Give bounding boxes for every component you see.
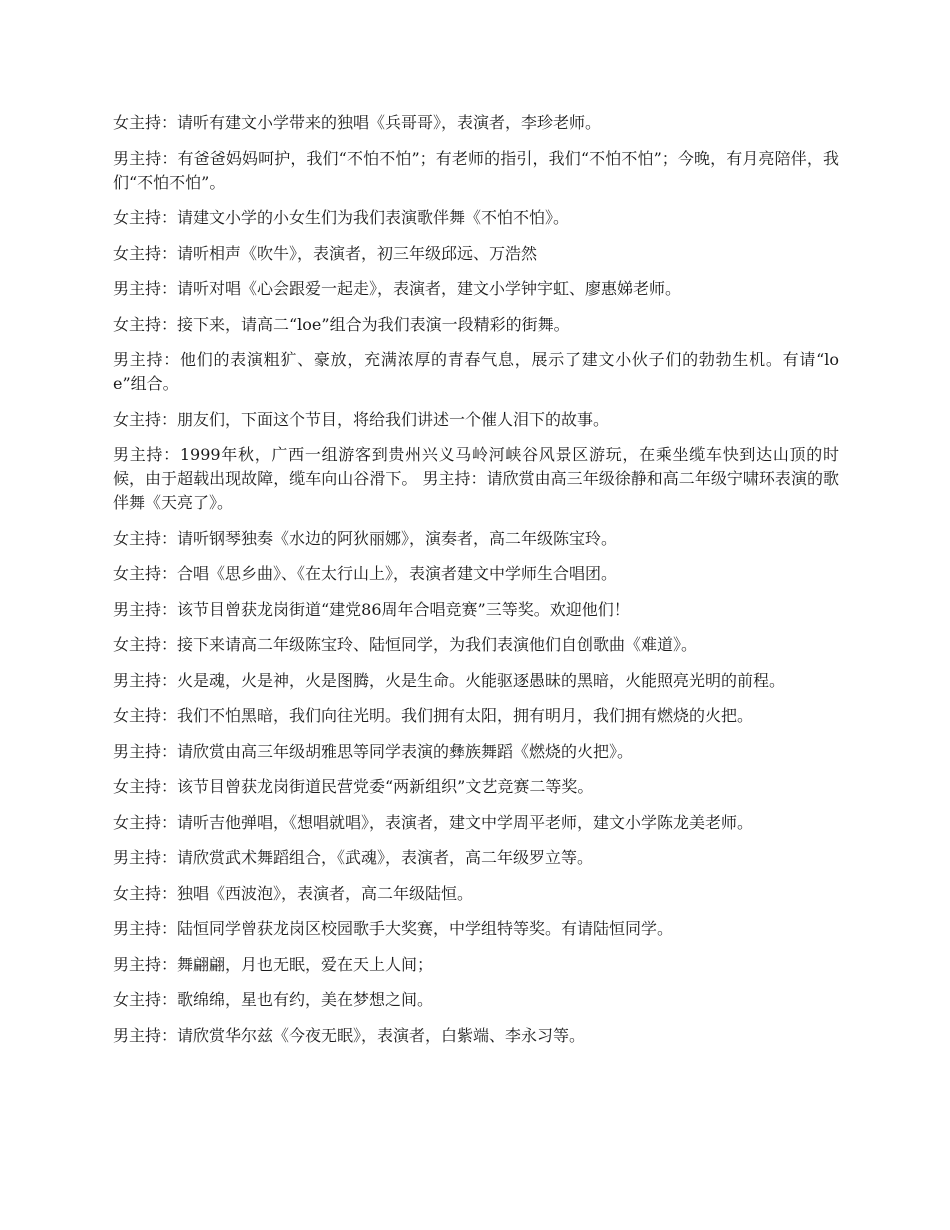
paragraph: 男主持：请欣赏华尔兹《今夜无眠》，表演者，白紫端、李永习等。 (113, 1025, 586, 1045)
paragraph: 女主持：接下来请高二年级陈宝玲、陆恒同学，为我们表演他们自创歌曲《难道》。 (113, 635, 698, 654)
paragraph: 男主持：请欣赏由高三年级胡雅思等同学表演的彝族舞蹈《燃烧的火把》。 (113, 741, 634, 761)
paragraph: 男主持：1999年秋，广西一组游客到贵州兴义马岭河峡谷风景区游玩，在乘坐缆车快到达山顶的时候，由于超载出现故障，缆车向山谷滑下。 男主持：请欣赏由高三年级徐静和高二年级宁啸环表演的歌伴舞《天亮了》。 (113, 445, 839, 512)
paragraph: 男主持：该节目曾获龙岗街道“建党86周年合唱竞赛”三等奖。欢迎他们！ (113, 599, 630, 619)
paragraph: 男主持：他们的表演粗犷、豪放，充满浓厚的青春气息，展示了建文小伙子们的勃勃生机。有请“loe”组合。 (113, 350, 839, 393)
paragraph: 女主持：请建文小学的小女生们为我们表演歌伴舞《不怕不怕》。 (113, 208, 570, 227)
paragraph: 女主持：独唱《西波泡》，表演者，高二年级陆恒。 (113, 883, 474, 903)
paragraph: 女主持：歌绵绵，星也有约，美在梦想之间。 (113, 990, 434, 1009)
document-body (113, 111, 839, 1059)
paragraph: 女主持：接下来，请高二“loe”组合为我们表演一段精彩的街舞。 (113, 314, 570, 334)
paragraph: 女主持：请听相声《吹牛》，表演者，初三年级邱远、万浩然 (113, 243, 538, 263)
paragraph: 男主持：火是魂，火是神，火是图腾，火是生命。火能驱逐愚昧的黑暗，火能照亮光明的前程。 (113, 670, 786, 690)
paragraph: 女主持：请听吉他弹唱，《想唱就唱》，表演者，建文中学周平老师，建文小学陈龙美老师。 (113, 812, 754, 832)
paragraph: 女主持：该节目曾获龙岗街道民营党委“两新组织”文艺竞赛二等奖。 (113, 777, 594, 796)
paragraph: 男主持：有爸爸妈妈呵护，我们“不怕不怕”；有老师的指引，我们“不怕不怕”；今晚，有月亮陪伴，我们“不怕不怕”。 (113, 148, 839, 192)
paragraph: 女主持：请听钢琴独奏《水边的阿狄丽娜》，演奏者，高二年级陈宝玲。 (113, 528, 618, 548)
paragraph: 男主持：舞翩翩，月也无眠，爱在天上人间； (113, 954, 434, 974)
paragraph: 男主持：请欣赏武术舞蹈组合，《武魂》，表演者，高二年级罗立等。 (113, 848, 594, 867)
paragraph: 女主持：请听有建文小学带来的独唱《兵哥哥》，表演者，李珍老师。 (113, 113, 602, 132)
paragraph: 女主持：我们不怕黑暗，我们向往光明。我们拥有太阳，拥有明月，我们拥有燃烧的火把。 (113, 706, 754, 725)
paragraph: 女主持：朋友们，下面这个节目，将给我们讲述一个催人泪下的故事。 (113, 409, 610, 429)
paragraph: 男主持：请听对唱《心会跟爱一起走》，表演者，建文小学钟宇虹、廖惠娣老师。 (113, 279, 682, 298)
paragraph: 女主持：合唱《思乡曲》、《在太行山上》，表演者建文中学师生合唱团。 (113, 564, 618, 583)
paragraph: 男主持：陆恒同学曾获龙岗区校园歌手大奖赛，中学组特等奖。有请陆恒同学。 (113, 919, 674, 938)
